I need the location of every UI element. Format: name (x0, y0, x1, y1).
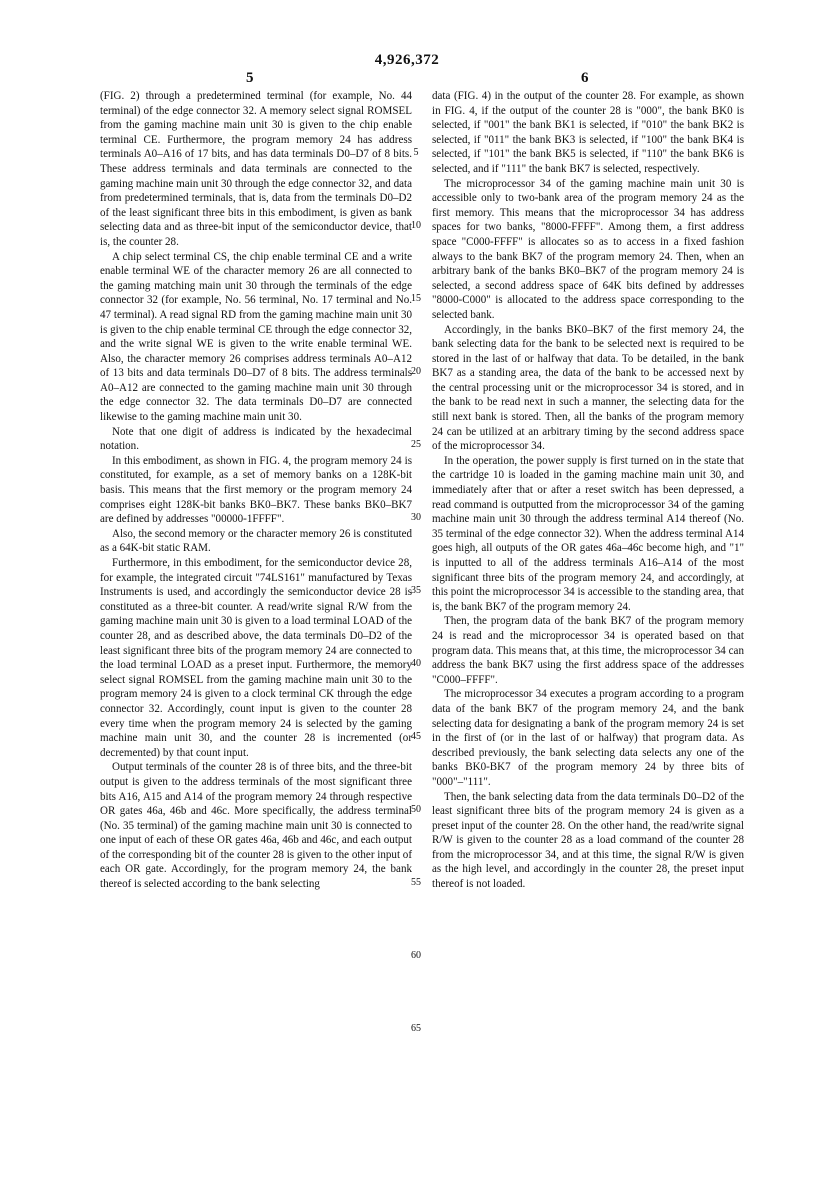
paragraph: Output terminals of the counter 28 is of three bits, and the three-bit output is given to the address terminals of the most significant three bits A16, A15 and A14 of the program memory 24 through respective OR gates 46a, 46b and 46c. More specifically, the address terminal (No. 35 terminal) of the gaming machine main unit 30 is connected to one input of each of these OR gates 46a, 46b and 46c, and each output of the corresponding bit of the counter 28 is given to the other input of each OR gate. Accordingly, for the program memory 24, the bank thereof is selected according to the bank selecting (100, 761, 412, 891)
patent-number: 4,926,372 (374, 52, 440, 68)
right-column (432, 89, 744, 892)
line-number-gutter (402, 89, 430, 1109)
paragraph: Then, the program data of the bank BK7 of the program memory 24 is read and the microprocessor 34 is operated based on that program data. This means that, at this time, the microprocessor 34 can address the bank BK7 using the first address space of the addresses "C000–FFFF". (432, 615, 744, 686)
left-column-number: 5 (246, 70, 254, 86)
line-number: 60 (411, 950, 421, 961)
paragraph: Also, the second memory or the character memory 26 is constituted as a 64K-bit static RAM. (100, 527, 412, 555)
left-column (100, 89, 412, 892)
paragraph: (FIG. 2) through a predetermined terminal (for example, No. 44 terminal) of the edge connector 32. A memory select signal ROMSEL from the gaming machine main unit 30 is given to the chip enable terminal CE. Furthermore, the program memory 24 has address terminals A0–A16 of 17 bits, and has data terminals D0–D7 of 8 bits. These address terminals and data terminals are connected to the gaming machine main unit 30 through the edge connector 32, and data from predetermined terminals, that is, data from the terminals D0–D2 of the least significant three bits in this embodiment, is given as bank selecting data and as three-bit input of the semiconductor device, that is, the counter 28. (100, 90, 412, 248)
paragraph: The microprocessor 34 executes a program according to a program data of the bank BK7 of the program memory 24, and the bank selecting data for designating a bank of the program memory 24 is set in the first of (or in the last of or halfway) that program data. As described previously, the bank selecting data selects any one of the banks BK0-BK7 of the program memory 24 by three bits of "000"–"111". (432, 688, 744, 788)
paragraph: Accordingly, in the banks BK0–BK7 of the first memory 24, the bank selecting data for the bank to be selected next is required to be stored in the last of or halfway that data. To be detailed, in the bank BK7 as a standing area, the data of the bank to be accessed next by the central processing unit or the microprocessor 34 is stored, and in the bank to be read next in such a manner, the selecting data for the still next bank is stored. Then, all the banks of the program memory 24 can be utilized at an arbitrary timing by the second address space of the microprocessor 34. (432, 323, 744, 453)
line-number: 55 (411, 877, 421, 888)
line-number: 50 (411, 804, 421, 815)
line-number: 45 (411, 731, 421, 742)
line-number: 10 (411, 220, 421, 231)
right-column-number: 6 (581, 70, 589, 86)
paragraph: In this embodiment, as shown in FIG. 4, the program memory 24 is constituted, for example, as a set of memory banks on a 128K-bit basis. This means that the first memory or the program memory 24 comprises eight 128K-bit banks BK0–BK7. These banks BK0–BK7 are defined by addresses "00000-1FFFF". (100, 454, 412, 526)
line-number: 20 (411, 366, 421, 377)
line-number: 65 (411, 1023, 421, 1034)
paragraph: Note that one digit of address is indicated by the hexadecimal notation. (100, 425, 412, 453)
line-number: 30 (411, 512, 421, 523)
paragraph: A chip select terminal CS, the chip enable terminal CE and a write enable terminal WE of the character memory 26 are all connected to the gaming matching main unit 30 through the terminals of the edge connector 32 (for example, No. 56 terminal, No. 17 terminal and No. 47 terminal). A read signal RD from the gaming machine main unit 30 is given to the chip enable terminal CE through the edge connector 32, and the write signal WE is given to the write enable terminal WE. Also, the character memory 26 comprises address terminals A0–A12 of 13 bits and data terminals D0–D7 of 8 bits. The address terminals A0–A12 are connected to the gaming machine main unit 30 through the edge connector 32. The data terminals D0–D7 are connected likewise to the gaming machine main unit 30. (100, 250, 412, 424)
paragraph: Then, the bank selecting data from the data terminals D0–D2 of the least significant three bits of the program memory 24 is given as a preset input of the counter 28. On the other hand, the read/write signal R/W is given to the counter 28 as a load command of the counter 28 from the microprocessor 34, and at this time, the signal R/W is given as the high level, and accordingly in the counter 28, the preset input thereof is not loaded. (432, 790, 744, 891)
paragraph: Furthermore, in this embodiment, for the semiconductor device 28, for example, the integrated circuit "74LS161" manufactured by Texas Instruments is used, and accordingly the semiconductor device 28 is constituted as a three-bit counter. A read/write signal R/W from the gaming machine main unit 30 is given to a load terminal LOAD of the counter 28, and as described above, the data terminals D0–D2 of the least significant three bits of the program memory 24 are connected to the load terminal LOAD as a preset input. Furthermore, the memory select signal ROMSEL from the gaming machine main unit 30 to the program memory 24 is given to a clock terminal CK through the edge connector 32. Accordingly, count input is given to the counter 28 every time when the program memory 24 is selected by the gaming machine main unit 30, and the counter 28 is incremented (or decremented) by that count input. (100, 557, 412, 759)
paragraph: In the operation, the power supply is first turned on in the state that the cartridge 10 is loaded in the gaming machine main unit 30, and immediately after that or after a reset switch has been depressed, a read command is outputted from the microprocessor 34 of the gaming machine main unit 30 through the address terminal A14 thereof (No. 35 terminal of the edge connector 32). When the address terminal A14 goes high, all outputs of the OR gates 46a–46c become high, and "1" is inputted to all of the address terminals A16–A14 of the most significant three bits of the program memory 24, and accordingly, at this point the microprocessor 34 is accessible to the standing area, that is, the bank BK7 of the program memory 24. (432, 454, 744, 613)
paragraph: data (FIG. 4) in the output of the counter 28. For example, as shown in FIG. 4, if the output of the counter 28 is "000", the bank BK0 is selected, if "001" the bank BK1 is selected, if "010" the bank BK2 is selected, if "011" the bank BK3 is selected, if "100" the bank BK4 is selected, if "101" the bank BK5 is selected, if "110" the bank BK6 is selected, and if "111" the bank BK7 is selected, respectively. (432, 90, 744, 175)
line-number: 15 (411, 293, 421, 304)
line-number: 35 (411, 585, 421, 596)
line-number: 40 (411, 658, 421, 669)
line-number: 25 (411, 439, 421, 450)
line-number: 5 (413, 147, 419, 158)
paragraph: The microprocessor 34 of the gaming machine main unit 30 is accessible only to two-bank area of the program memory 24 as the first memory. This means that the microprocessor 34 has address spaces for two banks, "8000-FFFF". Among them, a first address space "C000-FFFF" is allocates so as to access in a fixed fashion always to the bank BK7 of the program memory 24. Then, when an arbitrary bank of the banks BK0–BK7 of the program memory 24 is selected, a second address space of 64K bits defined by addresses "8000-C000" is allocated to the address space corresponding to the selected bank. (432, 177, 744, 321)
